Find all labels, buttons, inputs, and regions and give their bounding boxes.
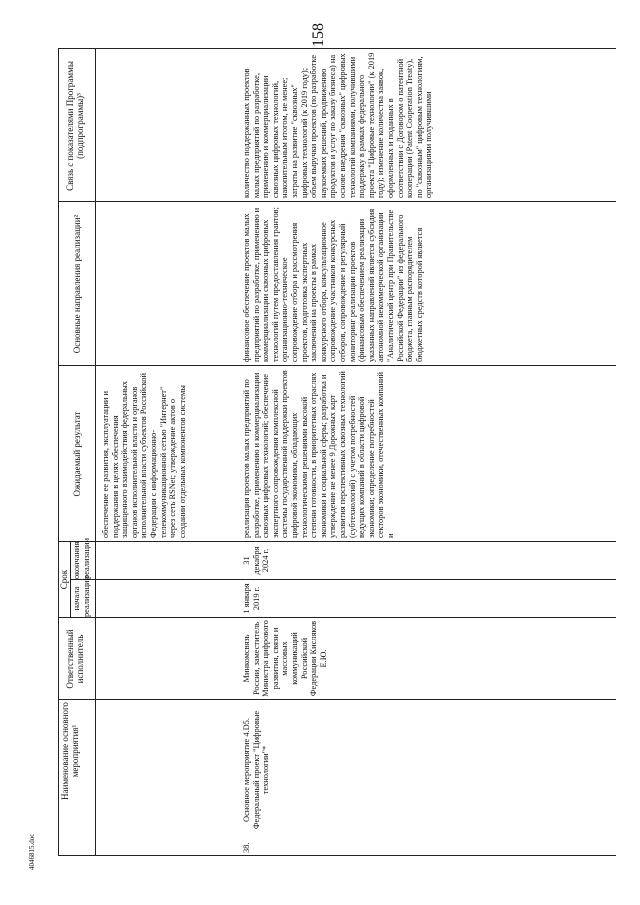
header-directions: Основные направления реализации² [72,214,82,354]
col-border-6 [58,201,616,202]
col-border-right [58,48,616,49]
result-continuation: обеспечение ее развития, эксплуатации и поддержания в целях обеспечения защищенного взаимодействия федеральных органов исполнительной власти и органов исполнительной власти субъектов Российской Федерации с информационно-телекоммуникационной сетью "Интернет" через сеть RSNet; утверждение актов о создании отдельных компонентов системы [101,372,187,538]
row-program-link: количество поддержанных проектов малых предприятий по разработке, применению и коммерциализации сквозных цифровых технологий, накопительным итогом, не менее; затраты на развитие "сквозных" цифровых технологий (к 2019 году); объем выручки проектов (по разработке наукоемких решений, продвижению продуктов и услуг по заказу бизнеса) на основе внедрения "сквозных" цифровых технологий компаниями, получившими поддержку в рамках федерального проекта "Цифровые технологии" (к 2019 году); изменение количества заявок, оформленных и поданных в соответствии с Договором о патентной кооперации (Patent Cooperation Treaty), по "сквозным" цифровым технологиям, организациями получившими [242,52,434,198]
header-term-end: окончания реализации [72,538,91,579]
page-number: 158 [310,23,327,47]
document-code: 4046815.doc [28,833,36,870]
table-top-border [58,48,59,856]
col-border-2 [58,617,616,618]
row-directions: финансовое обеспечение проектов малых предприятий по разработке, применению и коммерциализации сквозных цифровых технологий путем предоставления грантов; организационно-техническое сопровождение отбора и рассмотрения проектов, подготовка экспертных заключений на проекты в рамках конкурсного отбора, консультационное сопровождение участников конкурсных отборов, сопровождение и регулярный мониторинг реализации проектов (финансовым обеспечением реализации указанных направлений является субсидия автономной некоммерческой организации "Аналитический центр при Правительстве Российской Федерации" из федерального бюджета, главным распорядителем бюджетных средств которой является [242,207,424,362]
col-border-5 [58,365,616,366]
col-border-left [58,855,616,856]
header-name: Наименование основного мероприятия¹ [60,702,80,800]
row-executor: Минкомсвязь России, заместитель Министра цифрового развития, связи и массовых коммуникаций Российской Федерации Кисляков Е.Ю. [242,620,328,697]
row-number: 38. [242,842,251,853]
row-activity-name: Основное мероприятие 4.D5. Федеральный проект "Цифровые технологии"* [242,710,271,830]
header-bottom-border [95,48,96,856]
term-subheader-border [70,542,71,618]
header-executor: Ответственный исполнитель [65,629,85,689]
header-link: Связь с показателями Программы (подпрограммы)³ [65,61,85,191]
header-result: Ожидаемый результат [72,411,82,497]
col-border-3 [70,579,616,580]
header-term-start: начала реализации [72,576,91,617]
activities-table [58,48,616,856]
row-expected-result: реализация проектов малых предприятий по разработке, применению и коммерциализации сквозных цифровых технологий; обеспечение экспертного сопровождения комплексной системы государственной поддержки проектов цифровой экономики, обладающих технологическими решениями высокой степени готовности, в приоритетных отраслях экономики и социальной сферы; разработка и утверждение не менее 9 Дорожных карт развития перспективных сквозных технологий (субтехнологий) с учетом потребностей ведущих компаний в области цифровой экономики; определение потребностей секторов экономики, отечественных компаний и [242,370,395,538]
header-term: Срок [59,569,69,590]
col-border-1 [58,699,616,700]
col-border-4 [58,541,616,542]
row-term-start: 1 января 2019 г. [242,583,261,614]
rotated-table-container [58,48,616,856]
row-term-end: 31 декабря 2024 г. [242,546,271,575]
